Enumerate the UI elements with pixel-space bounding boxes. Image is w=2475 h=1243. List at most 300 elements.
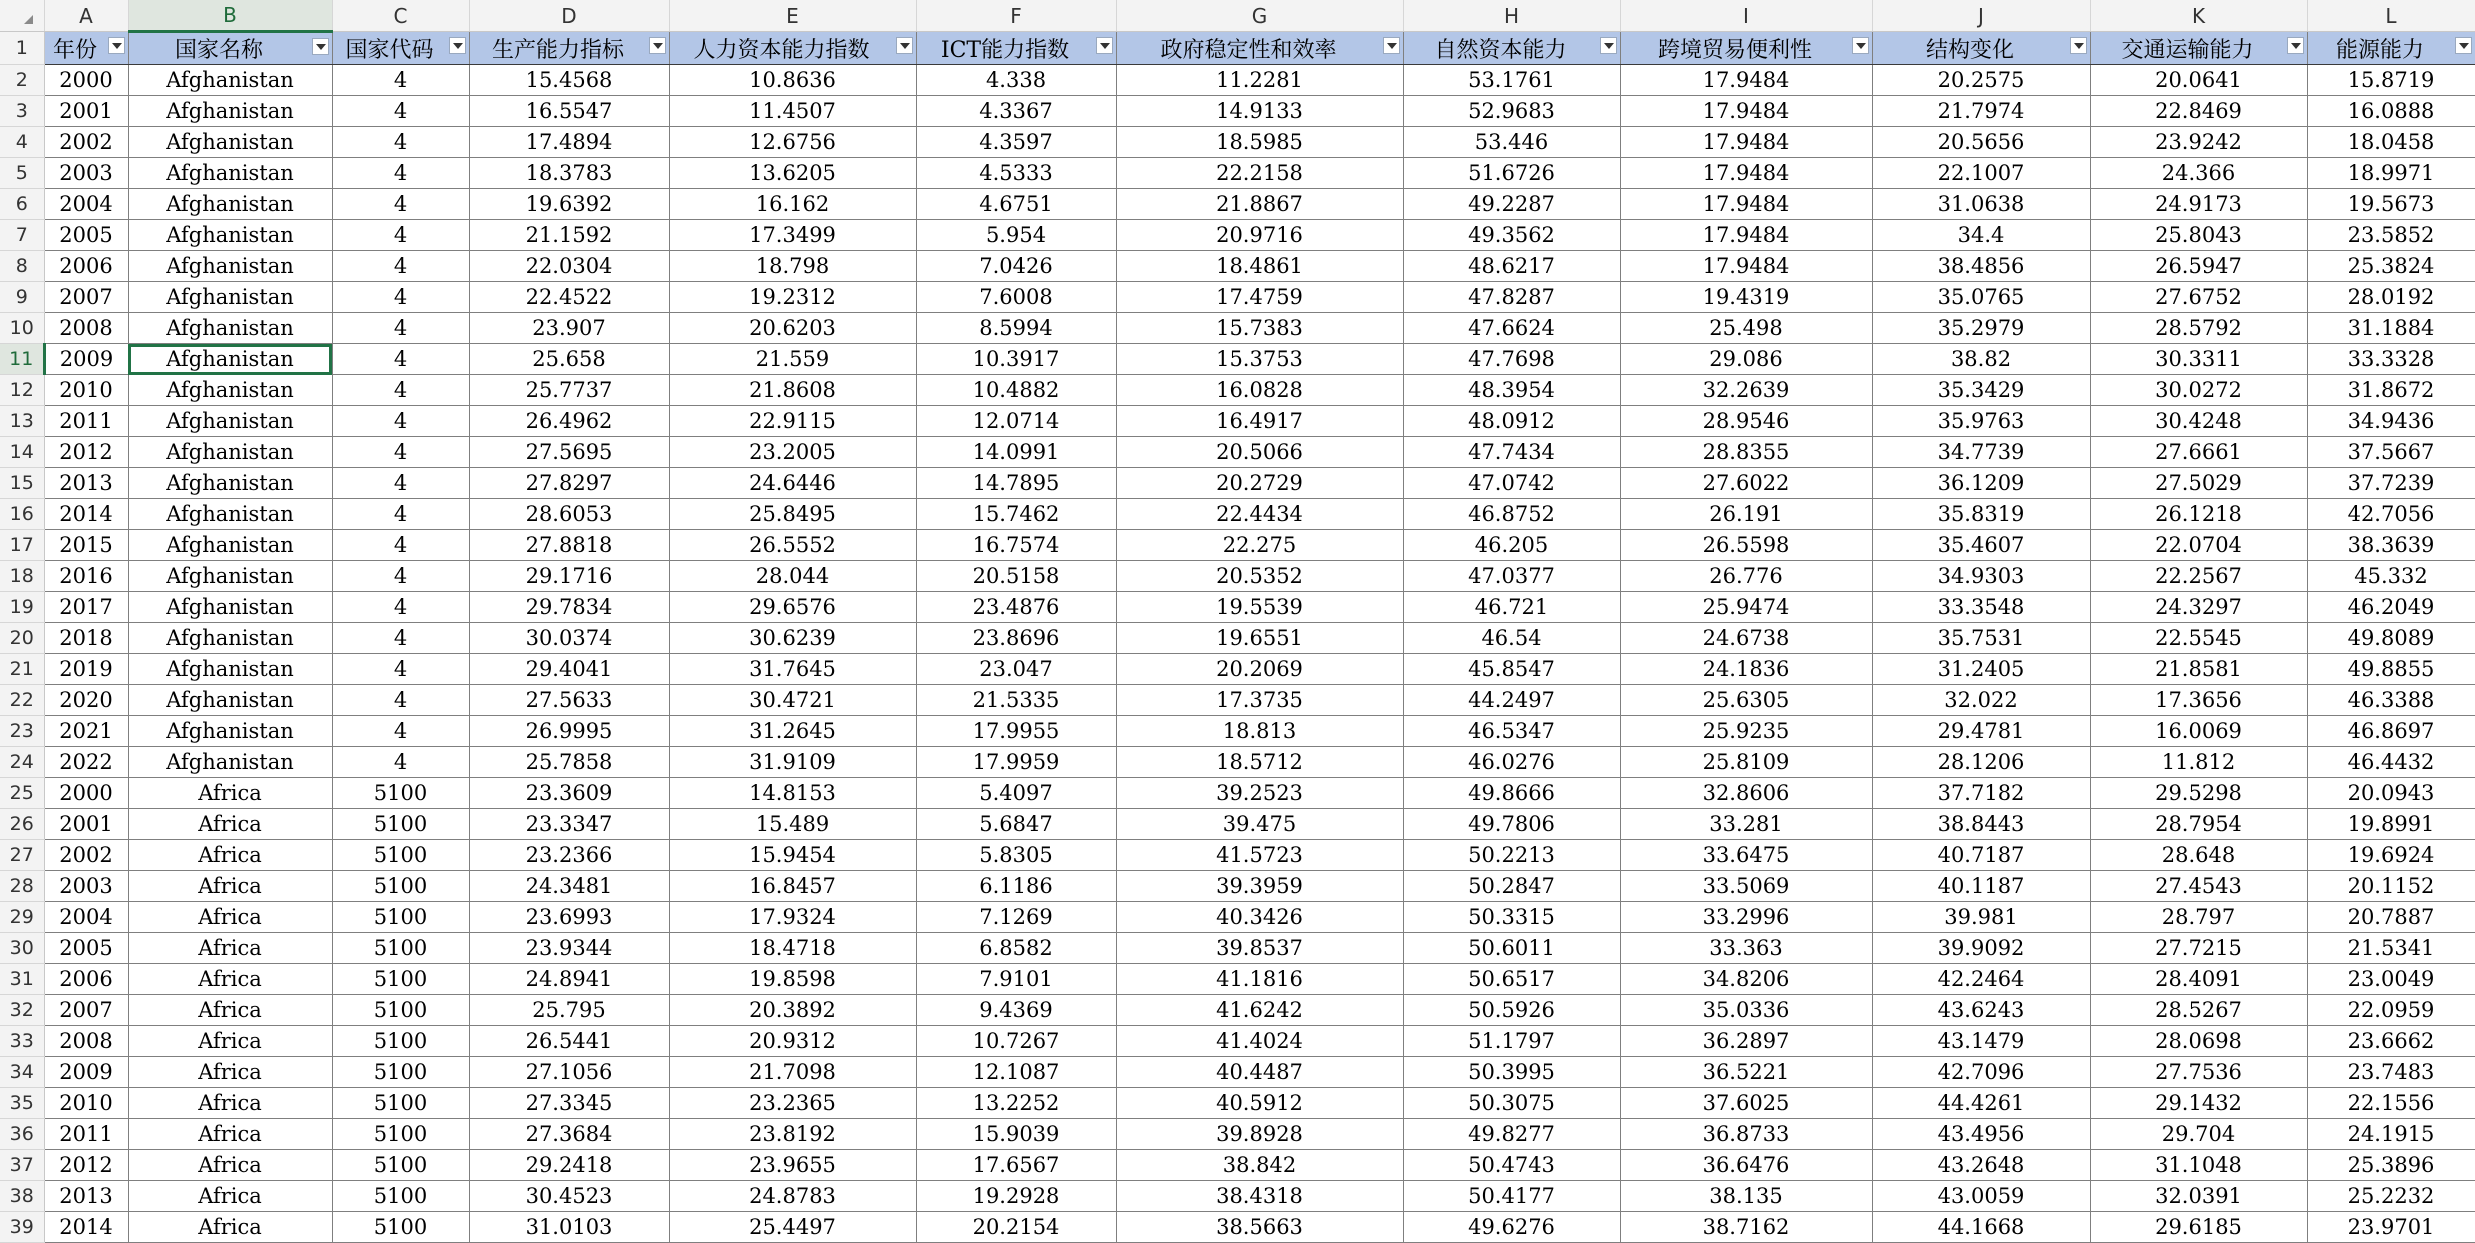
cell-d[interactable]: 27.8818: [469, 530, 669, 561]
cell-k[interactable]: 26.1218: [2090, 499, 2307, 530]
cell-d[interactable]: 27.8297: [469, 468, 669, 499]
cell-e[interactable]: 23.9655: [669, 1150, 916, 1181]
cell-i[interactable]: 17.9484: [1620, 65, 1872, 96]
cell-i[interactable]: 33.5069: [1620, 871, 1872, 902]
cell-f[interactable]: 5.954: [916, 220, 1116, 251]
cell-i[interactable]: 32.8606: [1620, 778, 1872, 809]
cell-d[interactable]: 29.2418: [469, 1150, 669, 1181]
cell-d[interactable]: 23.3347: [469, 809, 669, 840]
row-number[interactable]: 14: [0, 437, 44, 468]
cell-c[interactable]: 4: [332, 406, 469, 437]
filter-dropdown-icon[interactable]: [312, 38, 329, 55]
cell-h[interactable]: 49.2287: [1403, 189, 1620, 220]
cell-a[interactable]: 2022: [44, 747, 128, 778]
cell-f[interactable]: 6.1186: [916, 871, 1116, 902]
cell-f[interactable]: 21.5335: [916, 685, 1116, 716]
cell-d[interactable]: 29.1716: [469, 561, 669, 592]
cell-e[interactable]: 30.4721: [669, 685, 916, 716]
cell-j[interactable]: 43.0059: [1872, 1181, 2090, 1212]
cell-k[interactable]: 28.797: [2090, 902, 2307, 933]
cell-c[interactable]: 4: [332, 127, 469, 158]
cell-k[interactable]: 27.4543: [2090, 871, 2307, 902]
cell-h[interactable]: 50.2213: [1403, 840, 1620, 871]
cell-h[interactable]: 49.3562: [1403, 220, 1620, 251]
cell-i[interactable]: 33.363: [1620, 933, 1872, 964]
cell-c[interactable]: 5100: [332, 778, 469, 809]
cell-c[interactable]: 4: [332, 158, 469, 189]
cell-e[interactable]: 31.7645: [669, 654, 916, 685]
cell-b[interactable]: Afghanistan: [128, 654, 332, 685]
cell-k[interactable]: 24.366: [2090, 158, 2307, 189]
column-header-l[interactable]: L: [2307, 0, 2475, 32]
cell-g[interactable]: 18.5712: [1116, 747, 1403, 778]
cell-l[interactable]: 23.9701: [2307, 1212, 2475, 1243]
header-cell-c[interactable]: [332, 32, 469, 65]
cell-c[interactable]: 5100: [332, 1026, 469, 1057]
row-number[interactable]: 36: [0, 1119, 44, 1150]
row-number[interactable]: 24: [0, 747, 44, 778]
cell-i[interactable]: 29.086: [1620, 344, 1872, 375]
row-number[interactable]: 38: [0, 1181, 44, 1212]
cell-h[interactable]: 50.3075: [1403, 1088, 1620, 1119]
header-cell-b[interactable]: [128, 32, 332, 65]
cell-d[interactable]: 22.4522: [469, 282, 669, 313]
cell-l[interactable]: 37.7239: [2307, 468, 2475, 499]
cell-i[interactable]: 24.1836: [1620, 654, 1872, 685]
cell-i[interactable]: 37.6025: [1620, 1088, 1872, 1119]
cell-f[interactable]: 8.5994: [916, 313, 1116, 344]
cell-c[interactable]: 5100: [332, 840, 469, 871]
cell-g[interactable]: 40.4487: [1116, 1057, 1403, 1088]
cell-g[interactable]: 20.5066: [1116, 437, 1403, 468]
cell-i[interactable]: 25.498: [1620, 313, 1872, 344]
cell-f[interactable]: 10.7267: [916, 1026, 1116, 1057]
cell-c[interactable]: 4: [332, 313, 469, 344]
cell-i[interactable]: 38.7162: [1620, 1212, 1872, 1243]
row-number[interactable]: 25: [0, 778, 44, 809]
cell-k[interactable]: 27.7215: [2090, 933, 2307, 964]
cell-h[interactable]: 50.6011: [1403, 933, 1620, 964]
cell-e[interactable]: 25.8495: [669, 499, 916, 530]
cell-a[interactable]: 2004: [44, 902, 128, 933]
select-all-corner[interactable]: [0, 0, 44, 32]
row-number[interactable]: 2: [0, 65, 44, 96]
cell-e[interactable]: 21.559: [669, 344, 916, 375]
cell-k[interactable]: 11.812: [2090, 747, 2307, 778]
row-number[interactable]: 7: [0, 220, 44, 251]
cell-g[interactable]: 22.275: [1116, 530, 1403, 561]
cell-k[interactable]: 22.0704: [2090, 530, 2307, 561]
cell-h[interactable]: 46.721: [1403, 592, 1620, 623]
cell-g[interactable]: 41.4024: [1116, 1026, 1403, 1057]
cell-c[interactable]: 4: [332, 530, 469, 561]
cell-j[interactable]: 35.8319: [1872, 499, 2090, 530]
cell-c[interactable]: 4: [332, 685, 469, 716]
cell-e[interactable]: 18.798: [669, 251, 916, 282]
cell-i[interactable]: 36.8733: [1620, 1119, 1872, 1150]
cell-g[interactable]: 39.3959: [1116, 871, 1403, 902]
cell-i[interactable]: 26.776: [1620, 561, 1872, 592]
cell-g[interactable]: 18.813: [1116, 716, 1403, 747]
cell-c[interactable]: 5100: [332, 1057, 469, 1088]
cell-b[interactable]: Afghanistan: [128, 158, 332, 189]
cell-e[interactable]: 20.3892: [669, 995, 916, 1026]
filter-dropdown-icon[interactable]: [1096, 37, 1113, 54]
cell-e[interactable]: 23.2365: [669, 1088, 916, 1119]
cell-b[interactable]: Afghanistan: [128, 127, 332, 158]
cell-e[interactable]: 16.162: [669, 189, 916, 220]
cell-c[interactable]: 4: [332, 251, 469, 282]
cell-g[interactable]: 20.5352: [1116, 561, 1403, 592]
cell-j[interactable]: 39.981: [1872, 902, 2090, 933]
cell-e[interactable]: 24.8783: [669, 1181, 916, 1212]
cell-h[interactable]: 50.4743: [1403, 1150, 1620, 1181]
cell-b[interactable]: Afghanistan: [128, 282, 332, 313]
cell-j[interactable]: 20.5656: [1872, 127, 2090, 158]
cell-i[interactable]: 17.9484: [1620, 158, 1872, 189]
cell-k[interactable]: 16.0069: [2090, 716, 2307, 747]
cell-i[interactable]: 17.9484: [1620, 220, 1872, 251]
filter-dropdown-icon[interactable]: [1383, 37, 1400, 54]
cell-h[interactable]: 51.1797: [1403, 1026, 1620, 1057]
cell-i[interactable]: 17.9484: [1620, 189, 1872, 220]
cell-l[interactable]: 23.0049: [2307, 964, 2475, 995]
cell-a[interactable]: 2000: [44, 778, 128, 809]
cell-h[interactable]: 46.54: [1403, 623, 1620, 654]
cell-c[interactable]: 5100: [332, 809, 469, 840]
cell-f[interactable]: 14.0991: [916, 437, 1116, 468]
cell-g[interactable]: 38.842: [1116, 1150, 1403, 1181]
cell-j[interactable]: 34.9303: [1872, 561, 2090, 592]
cell-e[interactable]: 25.4497: [669, 1212, 916, 1243]
cell-k[interactable]: 31.1048: [2090, 1150, 2307, 1181]
cell-d[interactable]: 27.3684: [469, 1119, 669, 1150]
cell-b[interactable]: Afghanistan: [128, 251, 332, 282]
row-number[interactable]: 1: [0, 32, 44, 65]
cell-l[interactable]: 19.8991: [2307, 809, 2475, 840]
cell-e[interactable]: 17.3499: [669, 220, 916, 251]
row-number[interactable]: 31: [0, 964, 44, 995]
cell-a[interactable]: 2000: [44, 65, 128, 96]
cell-i[interactable]: 36.5221: [1620, 1057, 1872, 1088]
row-number[interactable]: 6: [0, 189, 44, 220]
cell-g[interactable]: 41.5723: [1116, 840, 1403, 871]
cell-k[interactable]: 30.3311: [2090, 344, 2307, 375]
cell-a[interactable]: 2016: [44, 561, 128, 592]
cell-b[interactable]: Afghanistan: [128, 468, 332, 499]
cell-h[interactable]: 47.0742: [1403, 468, 1620, 499]
header-cell-g[interactable]: [1116, 32, 1403, 65]
cell-j[interactable]: 40.7187: [1872, 840, 2090, 871]
cell-b[interactable]: Afghanistan: [128, 747, 332, 778]
cell-c[interactable]: 4: [332, 468, 469, 499]
cell-h[interactable]: 52.9683: [1403, 96, 1620, 127]
cell-h[interactable]: 50.3315: [1403, 902, 1620, 933]
cell-a[interactable]: 2005: [44, 220, 128, 251]
cell-l[interactable]: 31.8672: [2307, 375, 2475, 406]
cell-d[interactable]: 29.7834: [469, 592, 669, 623]
cell-l[interactable]: 46.8697: [2307, 716, 2475, 747]
cell-d[interactable]: 25.658: [469, 344, 669, 375]
cell-e[interactable]: 19.2312: [669, 282, 916, 313]
cell-d[interactable]: 17.4894: [469, 127, 669, 158]
cell-k[interactable]: 30.0272: [2090, 375, 2307, 406]
cell-h[interactable]: 49.8277: [1403, 1119, 1620, 1150]
cell-a[interactable]: 2014: [44, 1212, 128, 1243]
cell-b[interactable]: Afghanistan: [128, 530, 332, 561]
row-number[interactable]: 3: [0, 96, 44, 127]
cell-f[interactable]: 5.6847: [916, 809, 1116, 840]
cell-l[interactable]: 33.3328: [2307, 344, 2475, 375]
cell-b[interactable]: Afghanistan: [128, 437, 332, 468]
cell-f[interactable]: 10.3917: [916, 344, 1116, 375]
cell-l[interactable]: 15.8719: [2307, 65, 2475, 96]
cell-a[interactable]: 2007: [44, 282, 128, 313]
cell-f[interactable]: 14.7895: [916, 468, 1116, 499]
cell-e[interactable]: 28.044: [669, 561, 916, 592]
cell-g[interactable]: 39.475: [1116, 809, 1403, 840]
cell-b[interactable]: Africa: [128, 1212, 332, 1243]
cell-a[interactable]: 2010: [44, 375, 128, 406]
cell-h[interactable]: 44.2497: [1403, 685, 1620, 716]
cell-j[interactable]: 33.3548: [1872, 592, 2090, 623]
filter-dropdown-icon[interactable]: [1852, 37, 1869, 54]
cell-l[interactable]: 23.5852: [2307, 220, 2475, 251]
cell-l[interactable]: 38.3639: [2307, 530, 2475, 561]
cell-b[interactable]: Afghanistan: [128, 344, 332, 375]
cell-j[interactable]: 35.2979: [1872, 313, 2090, 344]
cell-h[interactable]: 48.6217: [1403, 251, 1620, 282]
cell-d[interactable]: 19.6392: [469, 189, 669, 220]
cell-j[interactable]: 38.8443: [1872, 809, 2090, 840]
cell-c[interactable]: 4: [332, 654, 469, 685]
cell-e[interactable]: 20.6203: [669, 313, 916, 344]
cell-k[interactable]: 28.5792: [2090, 313, 2307, 344]
cell-g[interactable]: 20.2729: [1116, 468, 1403, 499]
cell-i[interactable]: 25.9235: [1620, 716, 1872, 747]
header-cell-k[interactable]: [2090, 32, 2307, 65]
cell-i[interactable]: 33.281: [1620, 809, 1872, 840]
row-number[interactable]: 10: [0, 313, 44, 344]
cell-c[interactable]: 4: [332, 716, 469, 747]
cell-f[interactable]: 6.8582: [916, 933, 1116, 964]
cell-d[interactable]: 23.907: [469, 313, 669, 344]
cell-f[interactable]: 17.9959: [916, 747, 1116, 778]
header-cell-l[interactable]: [2307, 32, 2475, 65]
column-header-i[interactable]: I: [1620, 0, 1872, 32]
cell-k[interactable]: 24.9173: [2090, 189, 2307, 220]
cell-i[interactable]: 19.4319: [1620, 282, 1872, 313]
cell-d[interactable]: 27.5695: [469, 437, 669, 468]
cell-i[interactable]: 36.6476: [1620, 1150, 1872, 1181]
cell-b[interactable]: Afghanistan: [128, 96, 332, 127]
filter-dropdown-icon[interactable]: [649, 37, 666, 54]
row-number[interactable]: 30: [0, 933, 44, 964]
cell-j[interactable]: 35.9763: [1872, 406, 2090, 437]
cell-k[interactable]: 29.1432: [2090, 1088, 2307, 1119]
cell-k[interactable]: 28.5267: [2090, 995, 2307, 1026]
cell-a[interactable]: 2003: [44, 158, 128, 189]
cell-e[interactable]: 12.6756: [669, 127, 916, 158]
cell-a[interactable]: 2008: [44, 1026, 128, 1057]
cell-g[interactable]: 16.4917: [1116, 406, 1403, 437]
cell-k[interactable]: 29.5298: [2090, 778, 2307, 809]
cell-h[interactable]: 49.6276: [1403, 1212, 1620, 1243]
cell-g[interactable]: 15.3753: [1116, 344, 1403, 375]
cell-j[interactable]: 42.7096: [1872, 1057, 2090, 1088]
cell-c[interactable]: 5100: [332, 964, 469, 995]
cell-g[interactable]: 17.3735: [1116, 685, 1403, 716]
cell-a[interactable]: 2009: [44, 344, 128, 375]
cell-f[interactable]: 9.4369: [916, 995, 1116, 1026]
cell-b[interactable]: Africa: [128, 902, 332, 933]
cell-f[interactable]: 20.5158: [916, 561, 1116, 592]
cell-d[interactable]: 24.8941: [469, 964, 669, 995]
cell-a[interactable]: 2015: [44, 530, 128, 561]
cell-b[interactable]: Afghanistan: [128, 406, 332, 437]
cell-h[interactable]: 47.0377: [1403, 561, 1620, 592]
cell-d[interactable]: 26.9995: [469, 716, 669, 747]
cell-e[interactable]: 17.9324: [669, 902, 916, 933]
row-number[interactable]: 16: [0, 499, 44, 530]
cell-i[interactable]: 36.2897: [1620, 1026, 1872, 1057]
cell-l[interactable]: 49.8855: [2307, 654, 2475, 685]
cell-l[interactable]: 31.1884: [2307, 313, 2475, 344]
row-number[interactable]: 18: [0, 561, 44, 592]
column-header-b[interactable]: B: [128, 0, 332, 32]
cell-j[interactable]: 43.1479: [1872, 1026, 2090, 1057]
cell-b[interactable]: Afghanistan: [128, 189, 332, 220]
cell-d[interactable]: 15.4568: [469, 65, 669, 96]
cell-g[interactable]: 21.8867: [1116, 189, 1403, 220]
cell-l[interactable]: 25.3896: [2307, 1150, 2475, 1181]
cell-f[interactable]: 5.8305: [916, 840, 1116, 871]
cell-h[interactable]: 51.6726: [1403, 158, 1620, 189]
cell-g[interactable]: 39.2523: [1116, 778, 1403, 809]
cell-i[interactable]: 28.8355: [1620, 437, 1872, 468]
cell-f[interactable]: 23.047: [916, 654, 1116, 685]
cell-f[interactable]: 4.3367: [916, 96, 1116, 127]
row-number[interactable]: 34: [0, 1057, 44, 1088]
cell-a[interactable]: 2013: [44, 468, 128, 499]
cell-d[interactable]: 24.3481: [469, 871, 669, 902]
cell-k[interactable]: 17.3656: [2090, 685, 2307, 716]
cell-f[interactable]: 4.3597: [916, 127, 1116, 158]
cell-e[interactable]: 31.2645: [669, 716, 916, 747]
cell-l[interactable]: 20.0943: [2307, 778, 2475, 809]
cell-e[interactable]: 23.8192: [669, 1119, 916, 1150]
cell-c[interactable]: 5100: [332, 871, 469, 902]
cell-h[interactable]: 49.7806: [1403, 809, 1620, 840]
cell-g[interactable]: 16.0828: [1116, 375, 1403, 406]
row-number[interactable]: 33: [0, 1026, 44, 1057]
cell-d[interactable]: 27.5633: [469, 685, 669, 716]
cell-f[interactable]: 4.6751: [916, 189, 1116, 220]
cell-l[interactable]: 37.5667: [2307, 437, 2475, 468]
cell-f[interactable]: 7.1269: [916, 902, 1116, 933]
cell-a[interactable]: 2007: [44, 995, 128, 1026]
cell-j[interactable]: 35.7531: [1872, 623, 2090, 654]
column-header-d[interactable]: D: [469, 0, 669, 32]
header-cell-e[interactable]: [669, 32, 916, 65]
cell-k[interactable]: 27.6752: [2090, 282, 2307, 313]
cell-g[interactable]: 20.9716: [1116, 220, 1403, 251]
filter-dropdown-icon[interactable]: [449, 37, 466, 54]
cell-b[interactable]: Afghanistan: [128, 220, 332, 251]
cell-e[interactable]: 29.6576: [669, 592, 916, 623]
cell-a[interactable]: 2009: [44, 1057, 128, 1088]
filter-dropdown-icon[interactable]: [1600, 37, 1617, 54]
cell-f[interactable]: 7.9101: [916, 964, 1116, 995]
cell-b[interactable]: Afghanistan: [128, 716, 332, 747]
cell-j[interactable]: 39.9092: [1872, 933, 2090, 964]
cell-j[interactable]: 20.2575: [1872, 65, 2090, 96]
row-number[interactable]: 37: [0, 1150, 44, 1181]
cell-a[interactable]: 2011: [44, 406, 128, 437]
row-number[interactable]: 11: [0, 344, 44, 375]
cell-k[interactable]: 28.4091: [2090, 964, 2307, 995]
cell-e[interactable]: 21.7098: [669, 1057, 916, 1088]
cell-e[interactable]: 10.8636: [669, 65, 916, 96]
cell-e[interactable]: 15.9454: [669, 840, 916, 871]
cell-l[interactable]: 25.3824: [2307, 251, 2475, 282]
cell-e[interactable]: 23.2005: [669, 437, 916, 468]
cell-k[interactable]: 22.8469: [2090, 96, 2307, 127]
cell-e[interactable]: 19.8598: [669, 964, 916, 995]
cell-f[interactable]: 5.4097: [916, 778, 1116, 809]
cell-d[interactable]: 23.3609: [469, 778, 669, 809]
cell-f[interactable]: 23.8696: [916, 623, 1116, 654]
cell-h[interactable]: 47.8287: [1403, 282, 1620, 313]
cell-d[interactable]: 29.4041: [469, 654, 669, 685]
cell-h[interactable]: 46.5347: [1403, 716, 1620, 747]
header-cell-h[interactable]: [1403, 32, 1620, 65]
cell-f[interactable]: 4.5333: [916, 158, 1116, 189]
filter-dropdown-icon[interactable]: [2455, 37, 2472, 54]
cell-g[interactable]: 38.4318: [1116, 1181, 1403, 1212]
cell-f[interactable]: 20.2154: [916, 1212, 1116, 1243]
cell-g[interactable]: 14.9133: [1116, 96, 1403, 127]
column-header-a[interactable]: A: [44, 0, 128, 32]
cell-e[interactable]: 14.8153: [669, 778, 916, 809]
cell-l[interactable]: 22.1556: [2307, 1088, 2475, 1119]
cell-k[interactable]: 22.2567: [2090, 561, 2307, 592]
cell-c[interactable]: 5100: [332, 1212, 469, 1243]
cell-b[interactable]: Afghanistan: [128, 65, 332, 96]
cell-k[interactable]: 21.8581: [2090, 654, 2307, 685]
row-number[interactable]: 22: [0, 685, 44, 716]
header-cell-f[interactable]: [916, 32, 1116, 65]
cell-g[interactable]: 22.4434: [1116, 499, 1403, 530]
cell-d[interactable]: 18.3783: [469, 158, 669, 189]
cell-a[interactable]: 2005: [44, 933, 128, 964]
cell-j[interactable]: 43.4956: [1872, 1119, 2090, 1150]
cell-b[interactable]: Africa: [128, 840, 332, 871]
cell-l[interactable]: 18.9971: [2307, 158, 2475, 189]
cell-h[interactable]: 50.2847: [1403, 871, 1620, 902]
cell-k[interactable]: 30.4248: [2090, 406, 2307, 437]
cell-c[interactable]: 5100: [332, 1119, 469, 1150]
cell-j[interactable]: 34.7739: [1872, 437, 2090, 468]
cell-i[interactable]: 26.191: [1620, 499, 1872, 530]
cell-g[interactable]: 15.7383: [1116, 313, 1403, 344]
cell-c[interactable]: 4: [332, 747, 469, 778]
cell-b[interactable]: Africa: [128, 871, 332, 902]
cell-d[interactable]: 25.7737: [469, 375, 669, 406]
row-number[interactable]: 4: [0, 127, 44, 158]
cell-l[interactable]: 19.5673: [2307, 189, 2475, 220]
row-number[interactable]: 15: [0, 468, 44, 499]
